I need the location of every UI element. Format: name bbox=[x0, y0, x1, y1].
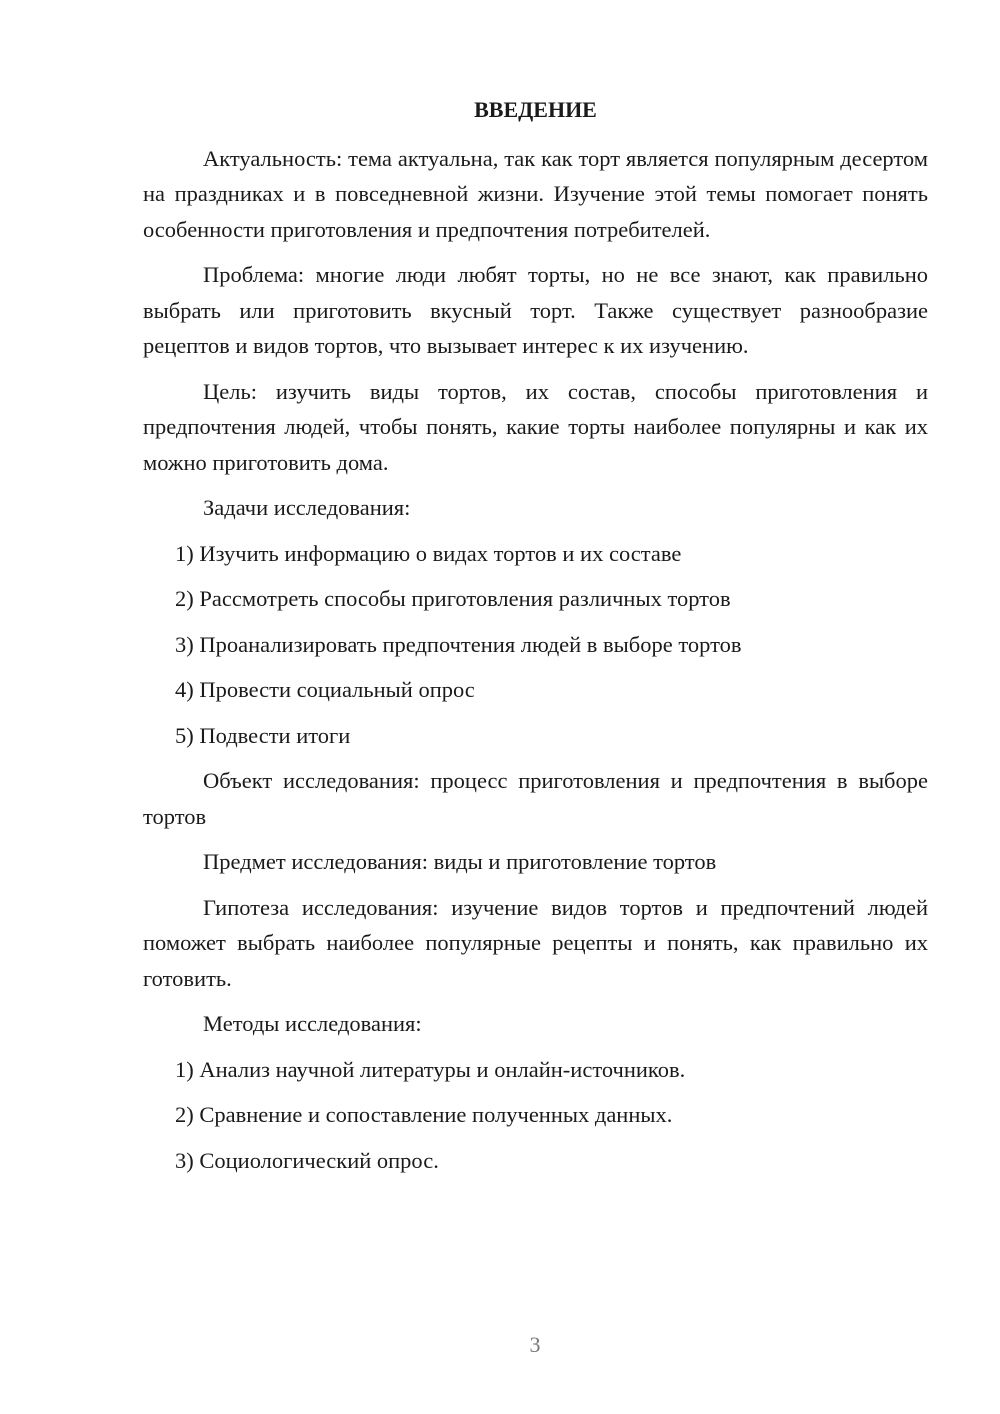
document-page bbox=[143, 92, 928, 1188]
methods-list bbox=[143, 1052, 928, 1179]
paragraph-goal: Цель: изучить виды тортов, их состав, способы приготовления и предпочтения людей, чтобы понять, какие торты наиболее популярны и как их можно приготовить дома. bbox=[143, 378, 928, 475]
paragraph-hypothesis: Гипотеза исследования: изучение видов тортов и предпочтений людей поможет выбрать наиболее популярные рецепты и понять, как правильно их готовить. bbox=[143, 894, 928, 991]
list-item: 1) Изучить информацию о видах тортов и их составе bbox=[175, 540, 682, 566]
list-item: 4) Провести социальный опрос bbox=[175, 677, 475, 702]
paragraph-relevance: Актуальность: тема актуальна, так как торт является популярным десертом на праздниках и в повседневной жизни. Изучение этой темы помогает понять особенности приготовления и предпочтения потребителей. bbox=[143, 145, 928, 242]
list-item: 5) Подвести итоги bbox=[175, 722, 351, 748]
list-item: 3) Социологический опрос. bbox=[175, 1147, 439, 1173]
paragraph-subject: Предмет исследования: виды и приготовление тортов bbox=[203, 849, 717, 874]
page-number: 3 bbox=[529, 1332, 541, 1357]
list-item: 2) Сравнение и сопоставление полученных данных. bbox=[175, 1102, 673, 1127]
methods-label: Методы исследования: bbox=[203, 1011, 422, 1036]
list-item: 3) Проанализировать предпочтения людей в выборе тортов bbox=[175, 631, 742, 657]
list-item: 1) Анализ научной литературы и онлайн-источников. bbox=[175, 1056, 686, 1082]
paragraph-object: Объект исследования: процесс приготовления и предпочтения в выборе тортов bbox=[143, 768, 928, 829]
paragraph-problem: Проблема: многие люди любят торты, но не все знают, как правильно выбрать или приготовить вкусный торт. Также существует разнообразие рецептов и видов тортов, что вызывает интерес к их изучению. bbox=[143, 262, 928, 358]
tasks-list bbox=[143, 536, 928, 754]
tasks-label: Задачи исследования: bbox=[203, 495, 411, 520]
section-heading: ВВЕДЕНИЕ bbox=[474, 97, 597, 122]
list-item: 2) Рассмотреть способы приготовления различных тортов bbox=[175, 586, 731, 611]
